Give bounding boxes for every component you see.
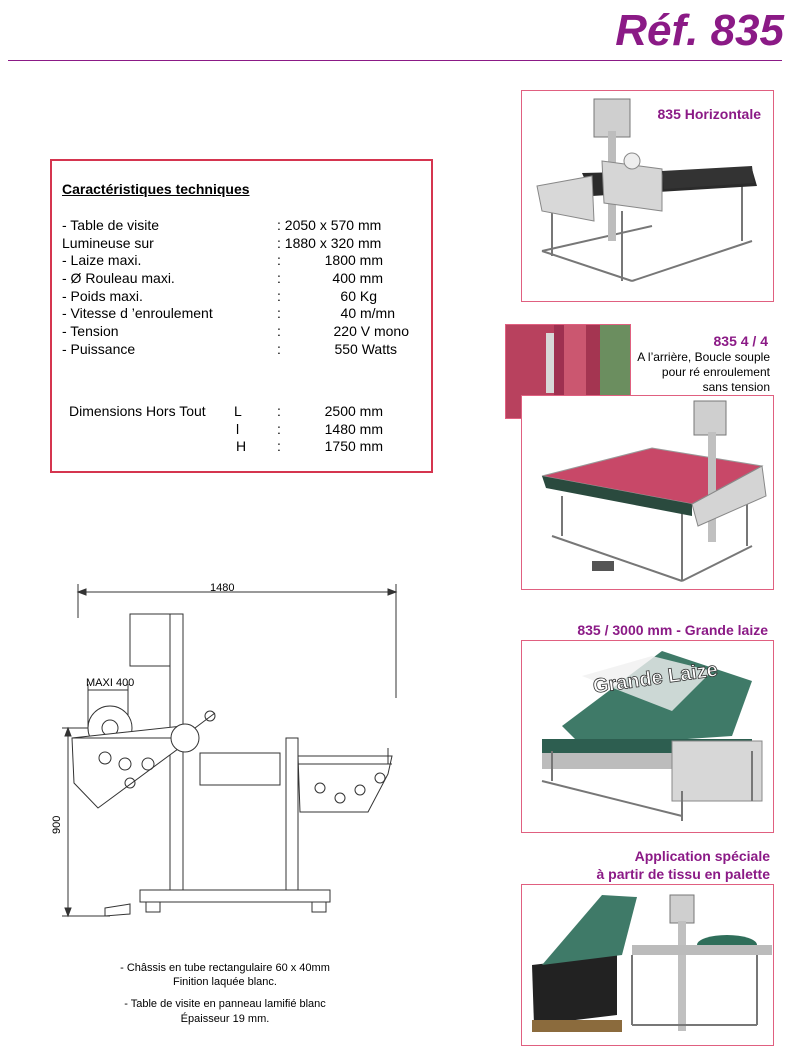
photo-caption: 835 Horizontale <box>657 106 761 122</box>
note-line: Épaisseur 19 mm. <box>180 1013 270 1025</box>
machine-4-4-image <box>522 396 774 590</box>
spec-label: - Poids maxi. <box>62 288 143 304</box>
dimension-axis: l <box>236 421 240 437</box>
dimensions-label: Dimensions Hors Tout <box>69 403 206 419</box>
drawing-width-label: 1480 <box>210 582 235 594</box>
spec-colon: : <box>277 270 281 286</box>
photo-caption: 835 / 3000 mm - Grande laize <box>577 622 768 638</box>
machine-palette-image <box>522 885 774 1046</box>
spec-colon: : <box>277 323 281 339</box>
photo-palette <box>521 884 774 1046</box>
dimension-colon: : <box>277 438 281 454</box>
specs-heading: Caractéristiques techniques <box>62 181 250 197</box>
photo-subcaption: A l’arrière, Boucle souple <box>637 350 770 364</box>
spec-colon: : <box>277 305 281 321</box>
dimension-colon: : <box>277 403 281 419</box>
spec-value: 1800 mm <box>324 252 383 268</box>
technical-drawing <box>50 578 410 923</box>
spec-label: - Vitesse d ’enroulement <box>62 305 213 321</box>
dimension-colon: : <box>277 421 281 437</box>
photo-subcaption: pour ré enroulement <box>661 365 770 379</box>
spec-label: - Puissance <box>62 341 136 357</box>
spec-value: 400 mm <box>332 270 383 286</box>
spec-label: - Laize maxi. <box>62 252 142 268</box>
spec-value: : 1880 x 320 mm <box>277 235 382 251</box>
drawing-height-label: 900 <box>51 815 63 834</box>
dimension-axis: H <box>236 438 247 454</box>
spec-colon: : <box>277 252 281 268</box>
dimension-value: 1480 mm <box>324 421 383 437</box>
photo-caption: Application spéciale <box>634 848 770 864</box>
photo-caption: à partir de tissu en palette <box>596 866 770 882</box>
note-line: - Table de visite en panneau lamifié blanc <box>124 998 326 1010</box>
spec-value: 550 Watts <box>334 341 397 357</box>
spec-value: 60 Kg <box>340 288 377 304</box>
dimension-value: 1750 mm <box>324 438 383 454</box>
dimension-axis: L <box>234 403 242 419</box>
grande-laize-overlay: Grande Laize <box>591 658 720 698</box>
header-rule <box>8 60 782 61</box>
machine-grande-laize-image <box>522 641 774 833</box>
spec-value: : 2050 x 570 mm <box>277 217 382 233</box>
spec-label: Lumineuse sur <box>62 235 154 251</box>
photo-subcaption: sans tension <box>702 380 770 394</box>
drawing-maxi-label: MAXI 400 <box>86 677 135 689</box>
spec-colon: : <box>277 288 281 304</box>
note-line: Finition laquée blanc. <box>173 976 277 988</box>
photo-4-4 <box>521 395 774 590</box>
note-line: - Châssis en tube rectangulaire 60 x 40mm <box>120 962 330 974</box>
spec-value: 220 V mono <box>333 323 409 339</box>
photo-grande-laize <box>521 640 774 833</box>
reference-title: Réf. 835 <box>615 6 784 55</box>
photo-horizontal <box>521 90 774 302</box>
spec-label: - Tension <box>62 323 119 339</box>
specs-box <box>50 159 433 473</box>
machine-horizontal-image <box>522 91 774 302</box>
dimension-value: 2500 mm <box>324 403 383 419</box>
spec-label: - Ø Rouleau maxi. <box>62 270 175 286</box>
photo-caption: 835 4 / 4 <box>713 333 768 349</box>
spec-label: - Table de visite <box>62 217 160 233</box>
spec-value: 40 m/mn <box>340 305 395 321</box>
spec-colon: : <box>277 341 281 357</box>
